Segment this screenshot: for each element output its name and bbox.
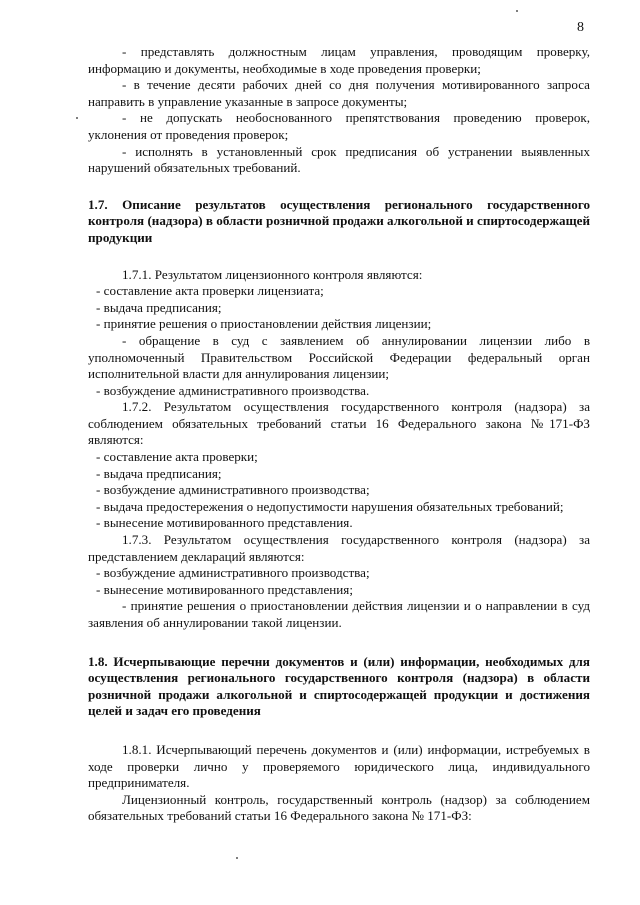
list-item: - возбуждение административного производства; [96,565,370,581]
page-content [88,44,590,825]
scan-speck [236,857,238,859]
paragraph-1-7-2: 1.7.2. Результатом осуществления государственного контроля (надзора) за соблюдением обязательных требований статьи 16 Федерального закона №171-ФЗ являются: [88,399,590,448]
list-item: - не допускать необоснованного препятствования проведению проверок, уклонения от проведения проверок; [88,110,590,142]
list-item: - выдача предписания; [96,465,222,481]
list-item: - возбуждение административного производства. [96,382,370,398]
list-item: - принятие решения о приостановлении действия лицензии; [96,316,432,332]
paragraph-licensing-control: Лицензионный контроль, государственный контроль (надзор) за соблюдением обязательных требований статьи 16 Федерального закона № 171-ФЗ: [88,791,590,824]
list-item: - исполнять в установленный срок предписания об устранении выявленных нарушений обязательных требований. [88,143,590,176]
list-item: - вынесение мотивированного представления. [96,515,353,531]
list-item: - вынесение мотивированного представления; [96,581,353,597]
section-heading-1-7: 1.7. Описание результатов осуществления регионального государственного контроля (надзора) в области розничной продажи алкогольной и спиртосодержащей продукции [88,196,590,245]
paragraph-1-7-3: 1.7.3. Результатом осуществления государственного контроля (надзора) за представлением деклараций являются: [88,532,590,564]
list-item: - выдача предостережения о недопустимости нарушения обязательных требований; [96,498,564,514]
list-item: - возбуждение административного производства; [96,482,370,498]
paragraph-1-8-1: 1.8.1. Исчерпывающий перечень документов и (или) информации, истребуемых в ходе проверки лично у проверяемого юридического лица, индивидуального предпринимателя. [88,741,590,791]
list-item: - обращение в суд с заявлением об аннулировании лицензии либо в уполномоченный Правительством Российской Федерации федеральный орган исполнительной власти для аннулирования лицензии; [88,332,590,382]
section-heading-1-8: 1.8. Исчерпывающие перечни документов и (или) информации, необходимых для осуществления регионального государственного контроля (надзора) в области розничной продажи алкогольной и спиртосодержащей продукции и достижения целей и задач его проведения [88,653,590,719]
scan-speck [76,117,78,119]
list-item: - составление акта проверки лицензиата; [96,283,324,299]
list-item: - составление акта проверки; [96,449,258,465]
paragraph-1-7-1: 1.7.1. Результатом лицензионного контроля являются: [122,266,423,282]
list-item: - принятие решения о приостановлении действия лицензии и о направлении в суд заявления об аннулировании такой лицензии. [88,598,590,630]
list-item: - выдача предписания; [96,299,222,315]
page-number: 8 [577,20,584,35]
list-item: - представлять должностным лицам управления, проводящим проверку, информацию и документы, необходимые в ходе проведения проверки; [88,44,590,76]
list-item: - в течение десяти рабочих дней со дня получения мотивированного запроса направить в управление указанные в запросе документы; [88,77,590,109]
scan-speck [516,10,518,12]
